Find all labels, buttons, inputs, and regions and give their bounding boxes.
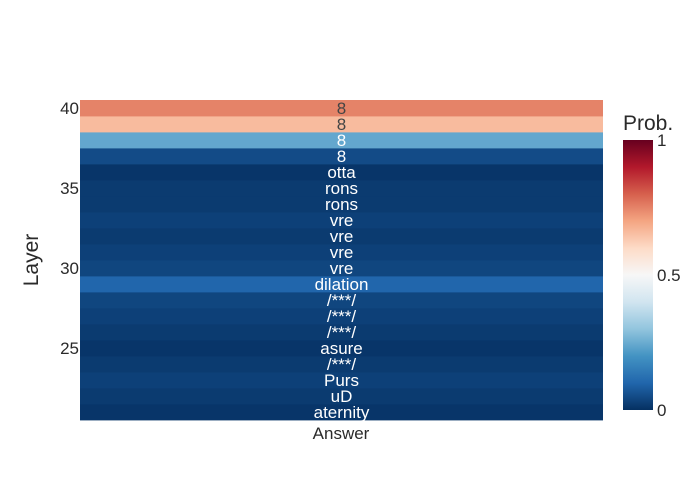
cell-label-layer-30: vre <box>329 259 354 278</box>
cell-label-layer-31: vre <box>329 243 354 262</box>
cell-label-layer-22: uD <box>330 387 353 406</box>
cell-label-layer-40: 8 <box>336 99 347 118</box>
cell-label-layer-23: Purs <box>324 371 359 390</box>
x-tick-answer: Answer <box>312 424 370 443</box>
cell-label-layer-34: rons <box>324 195 359 214</box>
colorbar-title: Prob. <box>623 112 674 135</box>
cell-label-layer-33: vre <box>329 211 354 230</box>
cell-label-layer-39: 8 <box>336 115 347 134</box>
colorbar-tick-0: 0 <box>657 401 667 420</box>
colorbar-gradient <box>623 140 653 410</box>
cell-label-layer-37: 8 <box>336 147 347 166</box>
cell-label-layer-25: asure <box>320 339 363 358</box>
y-tick-30: 30 <box>60 259 79 278</box>
cell-label-layer-27: /***/ <box>326 307 357 326</box>
colorbar-ticks <box>657 131 681 420</box>
cell-label-layer-24: /***/ <box>326 355 357 374</box>
cell-label-layer-21: aternity <box>313 403 370 422</box>
y-tick-40: 40 <box>60 99 79 118</box>
cell-label-layer-32: vre <box>329 227 354 246</box>
y-tick-35: 35 <box>60 179 79 198</box>
cell-label-layer-35: rons <box>324 179 359 198</box>
cell-label-layer-38: 8 <box>336 131 347 150</box>
y-axis-ticks <box>60 99 79 358</box>
y-tick-25: 25 <box>60 339 79 358</box>
cell-label-layer-29: dilation <box>314 275 369 294</box>
colorbar-tick-1: 1 <box>657 131 667 150</box>
cell-label-layer-28: /***/ <box>326 291 357 310</box>
colorbar-tick-0.5: 0.5 <box>657 266 681 285</box>
cell-label-layer-36: otta <box>327 163 356 182</box>
colorbar <box>623 112 681 420</box>
y-axis-title: Layer <box>20 233 43 287</box>
cell-label-layer-26: /***/ <box>326 323 357 342</box>
